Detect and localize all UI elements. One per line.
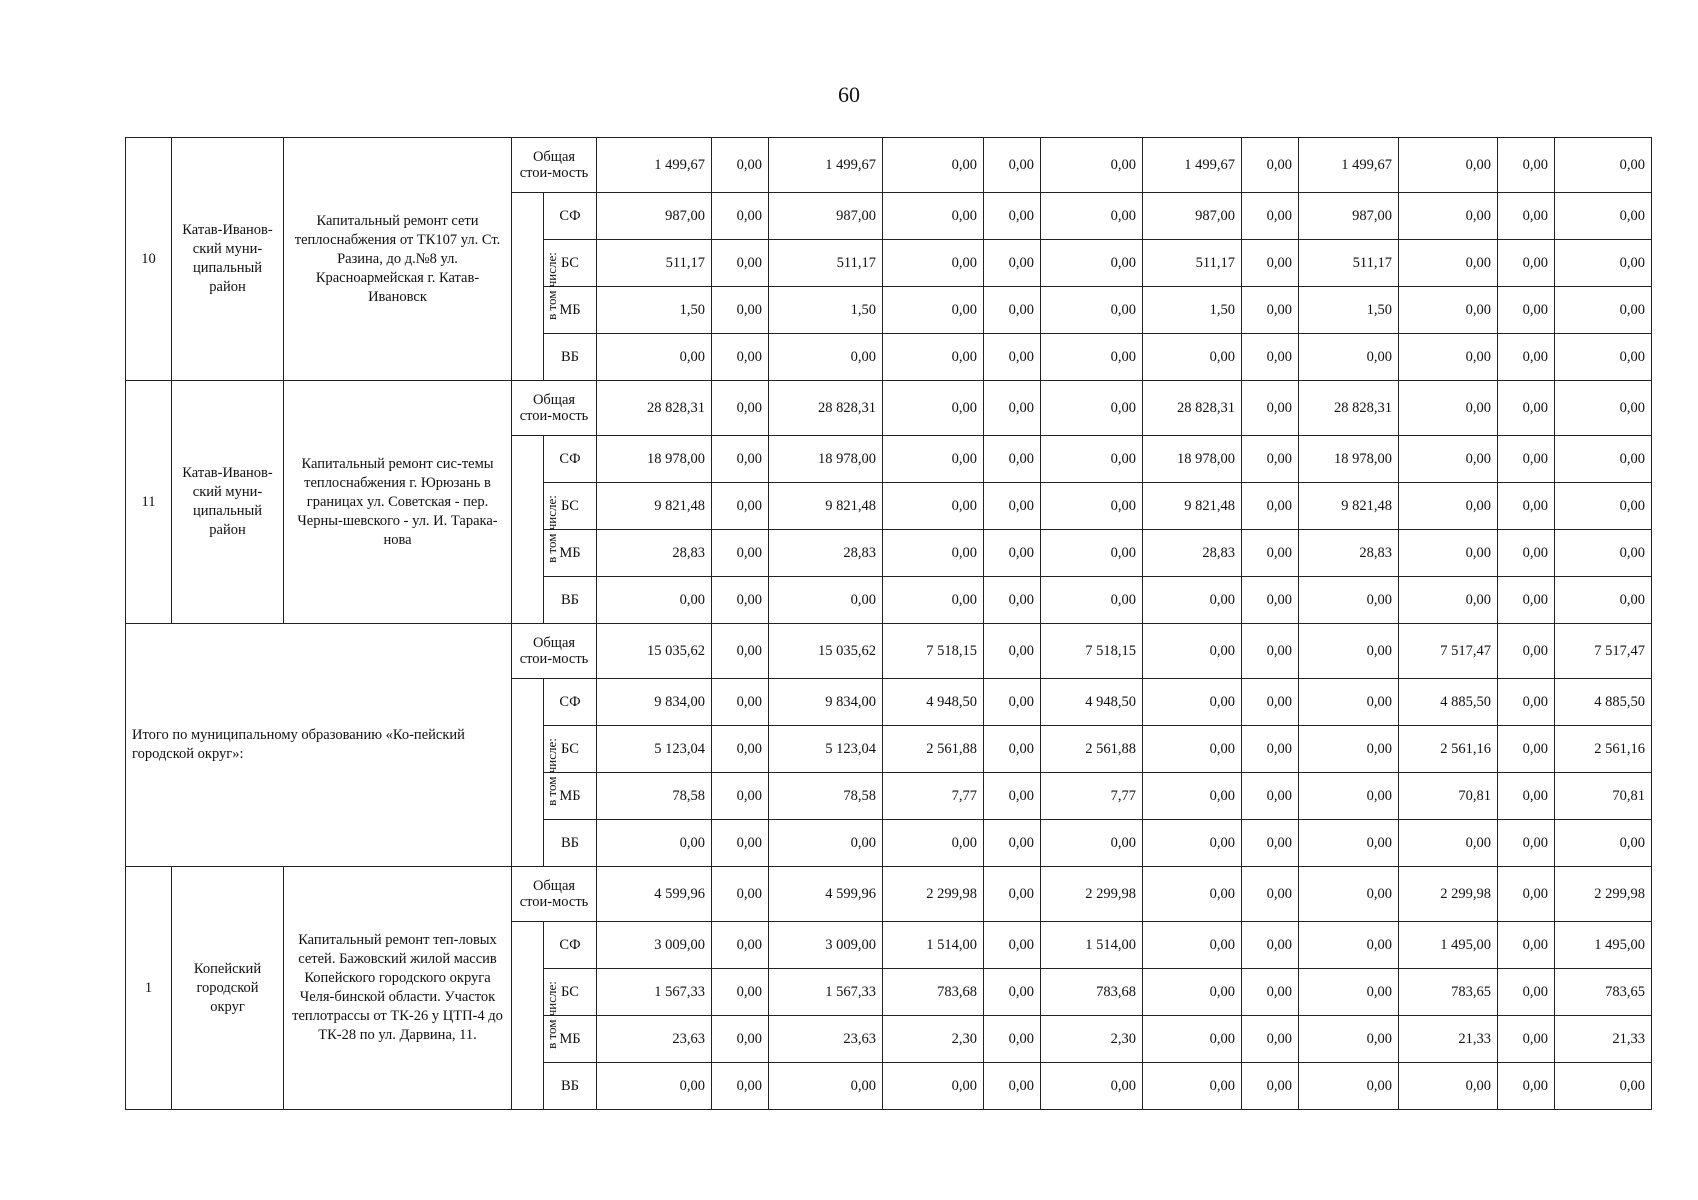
value-cell: 0,00 (1242, 577, 1299, 624)
value-cell: 78,58 (597, 773, 712, 820)
value-cell: 1 495,00 (1555, 922, 1652, 969)
value-cell: 5 123,04 (769, 726, 883, 773)
value-cell: 0,00 (883, 240, 984, 287)
value-cell: 0,00 (1299, 334, 1399, 381)
value-cell: 0,00 (883, 483, 984, 530)
including-label: в том числе: (543, 981, 559, 1049)
value-cell: 0,00 (1299, 577, 1399, 624)
including-label-cell (512, 193, 559, 381)
value-cell: 0,00 (984, 820, 1041, 867)
total-value-cell: 0,00 (984, 624, 1041, 679)
value-cell: 0,00 (712, 1016, 769, 1063)
value-cell: 0,00 (1143, 1016, 1242, 1063)
total-value-cell: 0,00 (984, 381, 1041, 436)
value-cell: 0,00 (1242, 922, 1299, 969)
value-cell: 0,00 (1242, 240, 1299, 287)
value-cell: 0,00 (984, 334, 1041, 381)
total-value-cell: 28 828,31 (769, 381, 883, 436)
including-label-cell (512, 436, 559, 624)
value-cell: 0,00 (1242, 679, 1299, 726)
value-cell: 7,77 (1041, 773, 1143, 820)
total-value-cell: 0,00 (1498, 624, 1555, 679)
value-cell: 0,00 (1555, 1063, 1652, 1110)
value-cell: 0,00 (1498, 287, 1555, 334)
value-cell: 28,83 (1299, 530, 1399, 577)
value-cell: 9 834,00 (597, 679, 712, 726)
funding-code: СФ (544, 679, 597, 726)
value-cell: 0,00 (1399, 820, 1498, 867)
total-value-cell: 0,00 (883, 138, 984, 193)
value-cell: 0,00 (1555, 820, 1652, 867)
including-label-cell (512, 679, 559, 867)
value-cell: 0,00 (984, 679, 1041, 726)
value-cell: 9 821,48 (1299, 483, 1399, 530)
row-index: 10 (126, 138, 172, 381)
funding-code: СФ (544, 922, 597, 969)
total-value-cell: 0,00 (984, 867, 1041, 922)
value-cell: 511,17 (1143, 240, 1242, 287)
value-cell: 0,00 (1555, 334, 1652, 381)
value-cell: 0,00 (984, 287, 1041, 334)
value-cell: 0,00 (1555, 193, 1652, 240)
value-cell: 0,00 (1399, 577, 1498, 624)
total-value-cell: 0,00 (712, 138, 769, 193)
value-cell: 21,33 (1555, 1016, 1652, 1063)
page-number: 60 (838, 82, 860, 107)
value-cell: 0,00 (883, 287, 984, 334)
value-cell: 0,00 (883, 334, 984, 381)
value-cell: 987,00 (769, 193, 883, 240)
value-cell: 0,00 (1498, 193, 1555, 240)
total-value-cell: 1 499,67 (597, 138, 712, 193)
value-cell: 4 948,50 (1041, 679, 1143, 726)
value-cell: 0,00 (883, 193, 984, 240)
value-cell: 28,83 (1143, 530, 1242, 577)
total-value-cell: 0,00 (1555, 138, 1652, 193)
value-cell: 2 561,88 (883, 726, 984, 773)
value-cell: 2,30 (1041, 1016, 1143, 1063)
value-cell: 0,00 (769, 334, 883, 381)
value-cell: 783,65 (1399, 969, 1498, 1016)
value-cell: 23,63 (597, 1016, 712, 1063)
value-cell: 4 885,50 (1555, 679, 1652, 726)
total-value-cell: 2 299,98 (1555, 867, 1652, 922)
value-cell: 28,83 (769, 530, 883, 577)
project-description: Капитальный ремонт сис-темы теплоснабжения г. Юрюзань в границах ул. Советская - пер. Черны-шевского - ул. И. Тарака-нова (284, 381, 512, 624)
value-cell: 0,00 (597, 1063, 712, 1110)
total-value-cell: 28 828,31 (597, 381, 712, 436)
value-cell: 0,00 (712, 679, 769, 726)
value-cell: 0,00 (883, 577, 984, 624)
value-cell: 0,00 (984, 726, 1041, 773)
value-cell: 0,00 (712, 436, 769, 483)
value-cell: 0,00 (984, 922, 1041, 969)
value-cell: 0,00 (883, 820, 984, 867)
value-cell: 0,00 (1498, 334, 1555, 381)
value-cell: 0,00 (712, 483, 769, 530)
value-cell: 0,00 (1143, 773, 1242, 820)
total-value-cell: 28 828,31 (1143, 381, 1242, 436)
value-cell: 4 885,50 (1399, 679, 1498, 726)
funding-code: МБ (544, 773, 597, 820)
value-cell: 0,00 (712, 969, 769, 1016)
value-cell: 0,00 (984, 530, 1041, 577)
total-value-cell: 0,00 (984, 138, 1041, 193)
value-cell: 987,00 (1143, 193, 1242, 240)
funding-code: МБ (544, 287, 597, 334)
value-cell: 28,83 (597, 530, 712, 577)
value-cell: 0,00 (1399, 436, 1498, 483)
value-cell: 4 948,50 (883, 679, 984, 726)
value-cell: 0,00 (1498, 679, 1555, 726)
value-cell: 0,00 (712, 820, 769, 867)
funding-code: ВБ (544, 1063, 597, 1110)
value-cell: 0,00 (1242, 820, 1299, 867)
value-cell: 0,00 (712, 577, 769, 624)
value-cell: 18 978,00 (769, 436, 883, 483)
row-index: 11 (126, 381, 172, 624)
value-cell: 23,63 (769, 1016, 883, 1063)
value-cell: 0,00 (712, 287, 769, 334)
total-value-cell: 1 499,67 (1143, 138, 1242, 193)
value-cell: 0,00 (1143, 820, 1242, 867)
value-cell: 0,00 (1498, 577, 1555, 624)
including-label-cell (512, 922, 559, 1110)
total-value-cell: 28 828,31 (1299, 381, 1399, 436)
value-cell: 0,00 (883, 530, 984, 577)
value-cell: 1 567,33 (597, 969, 712, 1016)
value-cell: 0,00 (1498, 240, 1555, 287)
funding-code: ВБ (544, 820, 597, 867)
including-label: в том числе: (543, 738, 559, 806)
total-value-cell: 0,00 (1555, 381, 1652, 436)
value-cell: 0,00 (1041, 287, 1143, 334)
value-cell: 0,00 (1242, 483, 1299, 530)
funding-code: БС (544, 969, 597, 1016)
value-cell: 0,00 (1555, 483, 1652, 530)
value-cell: 0,00 (984, 1016, 1041, 1063)
value-cell: 1 514,00 (1041, 922, 1143, 969)
value-cell: 0,00 (1242, 334, 1299, 381)
value-cell: 0,00 (1399, 530, 1498, 577)
value-cell: 0,00 (1299, 1063, 1399, 1110)
value-cell: 783,65 (1555, 969, 1652, 1016)
value-cell: 0,00 (883, 436, 984, 483)
value-cell: 0,00 (769, 820, 883, 867)
value-cell: 0,00 (1242, 1016, 1299, 1063)
value-cell: 3 009,00 (597, 922, 712, 969)
total-value-cell: 7 517,47 (1555, 624, 1652, 679)
value-cell: 0,00 (1299, 820, 1399, 867)
total-cost-label: Общая стои-мость (512, 381, 597, 436)
total-value-cell: 0,00 (1242, 624, 1299, 679)
value-cell: 0,00 (1498, 1016, 1555, 1063)
value-cell: 0,00 (1041, 820, 1143, 867)
value-cell: 0,00 (1498, 922, 1555, 969)
value-cell: 18 978,00 (1143, 436, 1242, 483)
value-cell: 0,00 (1143, 334, 1242, 381)
total-value-cell: 1 499,67 (1299, 138, 1399, 193)
value-cell: 0,00 (1041, 483, 1143, 530)
value-cell: 0,00 (883, 1063, 984, 1110)
total-value-cell: 0,00 (1143, 867, 1242, 922)
value-cell: 0,00 (712, 334, 769, 381)
value-cell: 0,00 (1041, 334, 1143, 381)
value-cell: 783,68 (883, 969, 984, 1016)
funding-code: СФ (544, 193, 597, 240)
value-cell: 511,17 (1299, 240, 1399, 287)
funding-code: ВБ (544, 334, 597, 381)
value-cell: 0,00 (597, 334, 712, 381)
total-value-cell: 4 599,96 (769, 867, 883, 922)
value-cell: 2 561,16 (1555, 726, 1652, 773)
value-cell: 1 567,33 (769, 969, 883, 1016)
value-cell: 0,00 (1299, 1016, 1399, 1063)
value-cell: 0,00 (984, 193, 1041, 240)
funding-code: МБ (544, 530, 597, 577)
total-value-cell: 0,00 (1498, 381, 1555, 436)
value-cell: 1 514,00 (883, 922, 984, 969)
total-value-cell: 2 299,98 (883, 867, 984, 922)
value-cell: 1,50 (1299, 287, 1399, 334)
value-cell: 70,81 (1399, 773, 1498, 820)
total-cost-label: Общая стои-мость (512, 867, 597, 922)
value-cell: 0,00 (1555, 530, 1652, 577)
total-value-cell: 7 518,15 (1041, 624, 1143, 679)
value-cell: 1,50 (769, 287, 883, 334)
value-cell: 0,00 (984, 240, 1041, 287)
value-cell: 0,00 (1399, 334, 1498, 381)
total-value-cell: 0,00 (1299, 624, 1399, 679)
value-cell: 2 561,88 (1041, 726, 1143, 773)
value-cell: 0,00 (1242, 193, 1299, 240)
value-cell: 0,00 (984, 436, 1041, 483)
value-cell: 0,00 (1498, 530, 1555, 577)
funding-code: ВБ (544, 577, 597, 624)
value-cell: 3 009,00 (769, 922, 883, 969)
value-cell: 0,00 (1399, 193, 1498, 240)
district-name: Катав-Иванов-ский муни-ципальный район (172, 381, 284, 624)
value-cell: 78,58 (769, 773, 883, 820)
funding-code: МБ (544, 1016, 597, 1063)
value-cell: 511,17 (769, 240, 883, 287)
total-value-cell: 4 599,96 (597, 867, 712, 922)
value-cell: 9 834,00 (769, 679, 883, 726)
value-cell: 0,00 (1555, 240, 1652, 287)
section-total-row (126, 138, 1652, 193)
total-cost-label: Общая стои-мость (512, 138, 597, 193)
total-value-cell: 0,00 (1498, 138, 1555, 193)
total-value-cell: 0,00 (1242, 867, 1299, 922)
value-cell: 0,00 (1041, 240, 1143, 287)
value-cell: 0,00 (1498, 483, 1555, 530)
value-cell: 987,00 (597, 193, 712, 240)
total-value-cell: 7 518,15 (883, 624, 984, 679)
value-cell: 0,00 (712, 240, 769, 287)
value-cell: 0,00 (984, 577, 1041, 624)
value-cell: 0,00 (1498, 436, 1555, 483)
including-label: в том числе: (543, 252, 559, 320)
total-value-cell: 0,00 (1143, 624, 1242, 679)
value-cell: 1,50 (1143, 287, 1242, 334)
value-cell: 0,00 (1242, 1063, 1299, 1110)
value-cell: 0,00 (712, 773, 769, 820)
value-cell: 0,00 (712, 922, 769, 969)
value-cell: 0,00 (984, 483, 1041, 530)
value-cell: 9 821,48 (1143, 483, 1242, 530)
value-cell: 0,00 (1041, 577, 1143, 624)
section-total-row (126, 381, 1652, 436)
value-cell: 0,00 (769, 577, 883, 624)
value-cell: 0,00 (1555, 436, 1652, 483)
value-cell: 0,00 (1399, 240, 1498, 287)
value-cell: 0,00 (769, 1063, 883, 1110)
value-cell: 0,00 (1399, 1063, 1498, 1110)
funding-code: БС (544, 726, 597, 773)
total-value-cell: 1 499,67 (769, 138, 883, 193)
value-cell: 0,00 (984, 969, 1041, 1016)
value-cell: 0,00 (597, 577, 712, 624)
value-cell: 0,00 (1399, 483, 1498, 530)
value-cell: 18 978,00 (1299, 436, 1399, 483)
budget-table (125, 137, 1652, 1110)
total-value-cell: 15 035,62 (769, 624, 883, 679)
total-value-cell: 0,00 (1399, 381, 1498, 436)
funding-code: СФ (544, 436, 597, 483)
including-label: в том числе: (543, 495, 559, 563)
section-total-row (126, 867, 1652, 922)
value-cell: 0,00 (1498, 773, 1555, 820)
value-cell: 0,00 (1041, 436, 1143, 483)
value-cell: 0,00 (1498, 726, 1555, 773)
value-cell: 0,00 (1299, 679, 1399, 726)
value-cell: 0,00 (1041, 1063, 1143, 1110)
value-cell: 0,00 (712, 530, 769, 577)
value-cell: 511,17 (597, 240, 712, 287)
value-cell: 18 978,00 (597, 436, 712, 483)
value-cell: 783,68 (1041, 969, 1143, 1016)
value-cell: 0,00 (1242, 287, 1299, 334)
summary-title: Итого по муниципальному образованию «Ко-пейский городской округ»: (126, 624, 512, 867)
value-cell: 0,00 (1242, 726, 1299, 773)
value-cell: 1 495,00 (1399, 922, 1498, 969)
section-total-row (126, 624, 1652, 679)
total-value-cell: 0,00 (712, 867, 769, 922)
value-cell: 0,00 (1242, 530, 1299, 577)
total-cost-label: Общая стои-мость (512, 624, 597, 679)
district-name: Катав-Иванов-ский муни-ципальный район (172, 138, 284, 381)
value-cell: 0,00 (1143, 679, 1242, 726)
value-cell: 0,00 (1143, 726, 1242, 773)
total-value-cell: 15 035,62 (597, 624, 712, 679)
value-cell: 0,00 (1299, 969, 1399, 1016)
value-cell: 0,00 (1041, 530, 1143, 577)
value-cell: 0,00 (1143, 922, 1242, 969)
total-value-cell: 0,00 (1498, 867, 1555, 922)
value-cell: 0,00 (1555, 577, 1652, 624)
value-cell: 0,00 (1555, 287, 1652, 334)
value-cell: 0,00 (1143, 577, 1242, 624)
value-cell: 0,00 (1242, 773, 1299, 820)
total-value-cell: 7 517,47 (1399, 624, 1498, 679)
value-cell: 1,50 (597, 287, 712, 334)
total-value-cell: 0,00 (1242, 381, 1299, 436)
total-value-cell: 0,00 (712, 624, 769, 679)
value-cell: 0,00 (1299, 922, 1399, 969)
value-cell: 5 123,04 (597, 726, 712, 773)
value-cell: 0,00 (1498, 1063, 1555, 1110)
funding-code: БС (544, 483, 597, 530)
value-cell: 0,00 (1041, 193, 1143, 240)
value-cell: 0,00 (1242, 969, 1299, 1016)
value-cell: 0,00 (712, 1063, 769, 1110)
value-cell: 0,00 (1299, 726, 1399, 773)
value-cell: 9 821,48 (597, 483, 712, 530)
value-cell: 987,00 (1299, 193, 1399, 240)
project-description: Капитальный ремонт сети теплоснабжения от ТК107 ул. Ст. Разина, до д.№8 ул. Красноармейская г. Катав-Ивановск (284, 138, 512, 381)
value-cell: 0,00 (1242, 436, 1299, 483)
value-cell: 0,00 (1143, 969, 1242, 1016)
total-value-cell: 0,00 (883, 381, 984, 436)
total-value-cell: 2 299,98 (1399, 867, 1498, 922)
value-cell: 0,00 (712, 193, 769, 240)
project-description: Капитальный ремонт теп-ловых сетей. Бажовский жилой массив Копейского городского округа Челя-бинской области. Участок теплотрассы от ТК-26 у ЦТП-4 до ТК-28 по ул. Дарвина, 11. (284, 867, 512, 1110)
value-cell: 0,00 (712, 726, 769, 773)
total-value-cell: 0,00 (1399, 138, 1498, 193)
value-cell: 0,00 (984, 773, 1041, 820)
value-cell: 2 561,16 (1399, 726, 1498, 773)
total-value-cell: 0,00 (1242, 138, 1299, 193)
value-cell: 0,00 (1143, 1063, 1242, 1110)
total-value-cell: 2 299,98 (1041, 867, 1143, 922)
value-cell: 9 821,48 (769, 483, 883, 530)
value-cell: 0,00 (1498, 820, 1555, 867)
total-value-cell: 0,00 (1299, 867, 1399, 922)
total-value-cell: 0,00 (712, 381, 769, 436)
value-cell: 2,30 (883, 1016, 984, 1063)
funding-code: БС (544, 240, 597, 287)
district-name: Копейский городской округ (172, 867, 284, 1110)
total-value-cell: 0,00 (1041, 138, 1143, 193)
row-index: 1 (126, 867, 172, 1110)
total-value-cell: 0,00 (1041, 381, 1143, 436)
value-cell: 0,00 (1299, 773, 1399, 820)
value-cell: 0,00 (984, 1063, 1041, 1110)
value-cell: 0,00 (1498, 969, 1555, 1016)
value-cell: 7,77 (883, 773, 984, 820)
value-cell: 70,81 (1555, 773, 1652, 820)
value-cell: 0,00 (1399, 287, 1498, 334)
value-cell: 0,00 (597, 820, 712, 867)
value-cell: 21,33 (1399, 1016, 1498, 1063)
